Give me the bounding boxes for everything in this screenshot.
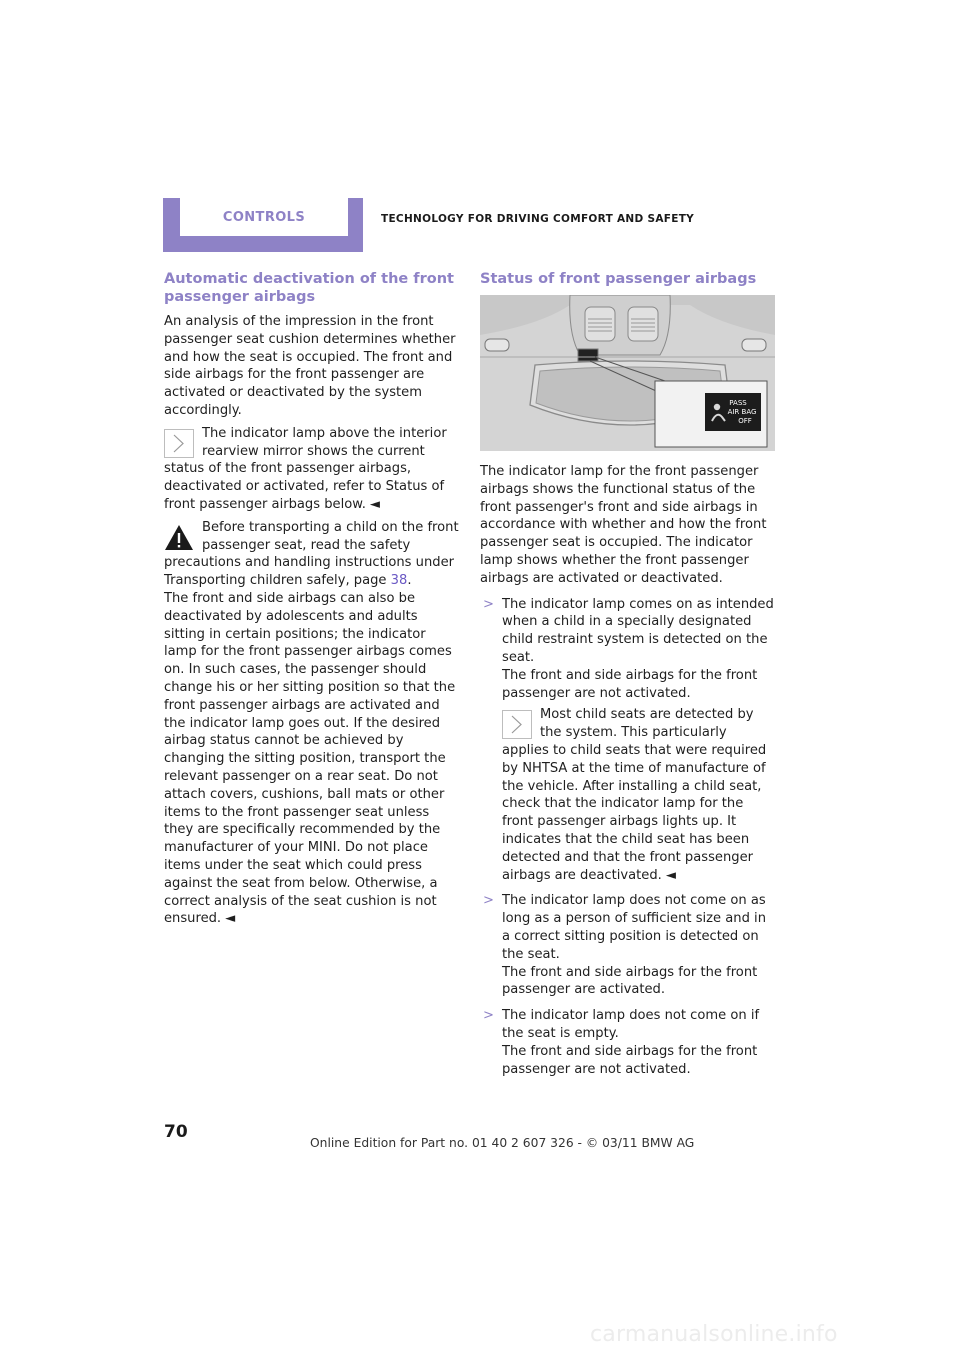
warning-text-end: . [407, 573, 412, 589]
headliner-illustration [480, 295, 775, 451]
bullet-2-text: The indicator lamp does not come on as long as a person of sufficient size and in a correct sitting position is detected on the seat. [502, 893, 766, 962]
bullet-1-text: The indicator lamp comes on as intended when a child in a specially designated child restraint system is detected on the seat. [502, 596, 774, 665]
paragraph-adolescents [164, 590, 460, 928]
note-indicator-text: The indicator lamp above the interior rearview mirror shows the current status of the front passenger airbags, deactivated or activated, refer to Status of front passenger airbags below. [164, 425, 447, 512]
bullet-3-result: The front and side airbags for the front passenger are not activated. [502, 1043, 758, 1077]
edition-footer: Online Edition for Part no. 01 40 2 607 326 - © 03/11 BMW AG [310, 1136, 695, 1150]
note-arrow-icon [502, 710, 532, 739]
paragraph-indicator-intro: The indicator lamp for the front passenger airbags shows the functional status of the front passenger's front and side airbags in accordance with whether and how the front passenger seat is occupied. The indicator lamp shows whether the front passenger airbags are activated or deactivated. [480, 464, 767, 586]
heading-automatic-deactivation: Automatic deactivation of the front passenger airbags [164, 271, 454, 305]
lamp-label-airbag: AIR BAG [727, 408, 757, 416]
end-mark: ◄ [225, 911, 236, 927]
note-indicator-lamp [164, 425, 460, 514]
lamp-label-off: OFF [738, 417, 752, 425]
page-number: 70 [164, 1122, 188, 1142]
bullet-1-result: The front and side airbags for the front passenger are not activated. [502, 667, 758, 701]
warning-triangle-icon [164, 524, 194, 551]
bullet-arrow-icon: > [483, 1008, 494, 1024]
end-mark: ◄ [665, 867, 676, 883]
right-column [480, 270, 776, 1078]
warning-transport-child [164, 519, 460, 590]
end-mark: ◄ [369, 496, 380, 512]
list-item [480, 892, 776, 999]
bullet-2-result: The front and side airbags for the front passenger are activated. [502, 964, 758, 998]
list-item [480, 1007, 776, 1078]
note-child-seats [502, 706, 776, 884]
list-item [480, 596, 776, 885]
page-link-38[interactable]: 38 [390, 573, 408, 589]
heading-status-airbags: Status of front passenger airbags [480, 271, 757, 287]
left-column [164, 270, 460, 928]
paragraph-analysis: An analysis of the impression in the front passenger seat cushion determines whether and how the seat is occupied. The front and side airbags for the front passenger are activated or deactivated by the system accordingly. [164, 314, 456, 418]
chapter-tab-label: CONTROLS [180, 198, 348, 236]
note-child-seats-text: Most child seats are detected by the system. This particularly applies to child seats that were required by NHTSA at the time of manufacture of the vehicle. After installing a child seat, check that the indicator lamp for the front passenger airbags lights up. It indicates that the child seat has been detected and that the front passenger airbags are deactivated. [502, 707, 767, 883]
lamp-label-pass: PASS [729, 399, 747, 407]
paragraph-adolescents-text: The front and side airbags can also be deactivated by adolescents and adults sitting in certain positions; the indicator lamp for the front passenger airbags comes on. In such cases, the passenger should change his or her sitting position so that the front passenger airbags are activated and the indicator lamp goes out. If the desired airbag status cannot be achieved by changing the sitting position, transport the relevant passenger on a rear seat. Do not attach covers, cushions, ball mats or other items to the front passenger seat unless they are specifically recommended by the manufacturer of your MINI. Do not place items under the seat which could press against the seat from below. Otherwise, a correct analysis of the seat cushion is not ensured. [164, 590, 456, 927]
bullet-arrow-icon: > [483, 893, 494, 909]
watermark: carmanualsonline.info [590, 1322, 838, 1347]
warning-text: Before transporting a child on the front passenger seat, read the safety precautions and handling instructions under Transporting children safely, page [164, 519, 459, 589]
bullet-arrow-icon: > [483, 596, 494, 612]
indicator-lamp-figure [480, 295, 775, 451]
bullet-3-text: The indicator lamp does not come on if the seat is empty. [502, 1008, 760, 1041]
section-title: TECHNOLOGY FOR DRIVING COMFORT AND SAFETY [381, 213, 695, 225]
note-arrow-icon [164, 429, 194, 458]
